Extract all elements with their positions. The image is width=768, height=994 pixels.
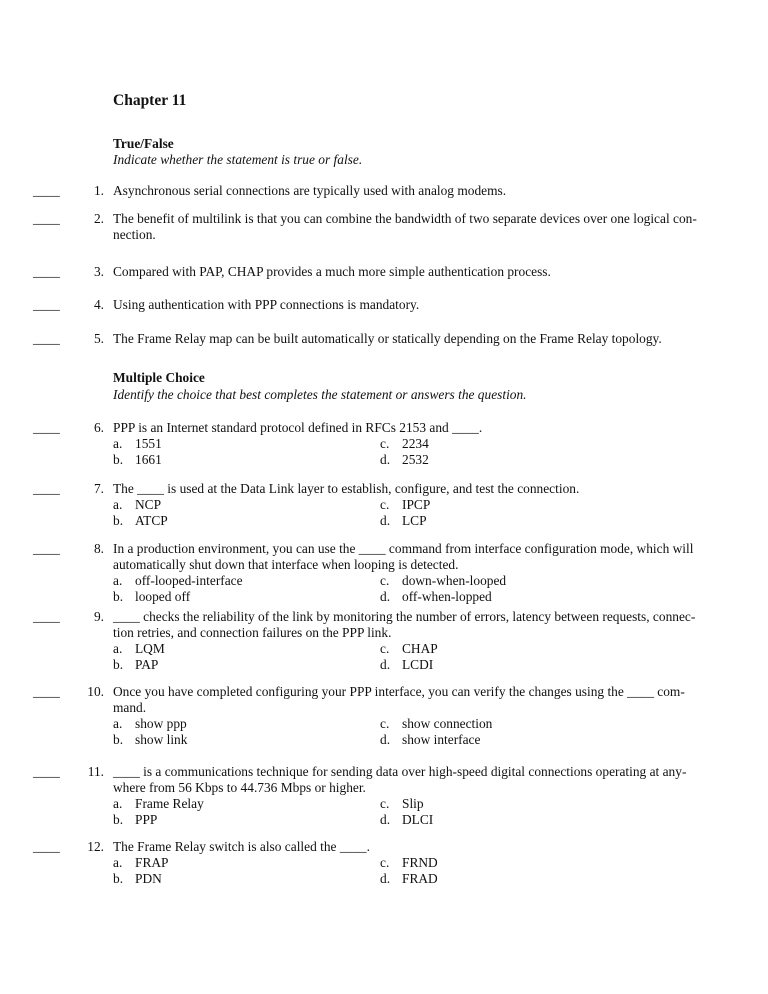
question-text-line: The Frame Relay map can be built automatically or statically depending on the Frame Relay topology. <box>113 331 662 346</box>
option-letter: c. <box>380 497 390 512</box>
answer-option <box>380 573 506 589</box>
option-letter: a. <box>113 796 123 811</box>
answer-option <box>380 716 492 732</box>
question-text-line: The Frame Relay switch is also called the ____. <box>113 839 370 854</box>
question-text-line: mand. <box>113 700 147 715</box>
option-text: LCDI <box>402 657 434 672</box>
option-text: IPCP <box>402 497 431 512</box>
question-text <box>113 541 723 573</box>
chapter-title: Chapter 11 <box>113 92 187 109</box>
option-text: 1551 <box>135 436 162 451</box>
multiple-choice-heading: Multiple Choice <box>113 370 205 385</box>
option-text: show interface <box>402 732 481 747</box>
answer-option <box>380 812 433 828</box>
option-letter: d. <box>380 657 391 672</box>
question-number: 9. <box>93 609 104 624</box>
answer-option <box>380 513 427 529</box>
option-text: PDN <box>135 871 162 886</box>
answer-option <box>380 855 438 871</box>
question-text <box>113 420 723 436</box>
answer-option <box>380 796 424 812</box>
answer-option <box>113 436 162 452</box>
answer-option <box>380 589 492 605</box>
option-text: FRAP <box>135 855 169 870</box>
answer-option <box>113 732 187 748</box>
answer-option <box>113 855 169 871</box>
answer-option <box>113 589 190 605</box>
option-letter: d. <box>380 513 391 528</box>
question-text-line: where from 56 Kbps to 44.736 Mbps or higher. <box>113 780 366 795</box>
option-letter: d. <box>380 452 391 467</box>
option-text: 2532 <box>402 452 429 467</box>
question-number: 11. <box>87 764 104 779</box>
option-text: NCP <box>135 497 162 512</box>
option-text: show ppp <box>135 716 187 731</box>
answer-option <box>380 497 430 513</box>
question-text-line: tion retries, and connection failures on the PPP link. <box>113 625 392 640</box>
question-text-line: ____ is a communications technique for sending data over high-speed digital connections operating at any- <box>113 764 687 779</box>
question-number: 3. <box>93 264 104 279</box>
option-text: ATCP <box>135 513 168 528</box>
option-letter: d. <box>380 812 391 827</box>
option-text: off-looped-interface <box>135 573 243 588</box>
question-text <box>113 297 723 313</box>
option-letter: c. <box>380 716 390 731</box>
question-text-line: Using authentication with PPP connections is mandatory. <box>113 297 420 312</box>
option-letter: a. <box>113 716 123 731</box>
option-letter: b. <box>113 513 124 528</box>
option-letter: a. <box>113 573 123 588</box>
answer-option <box>113 497 161 513</box>
answer-blank[interactable]: ____ <box>33 764 60 779</box>
question-text <box>113 211 723 243</box>
option-letter: a. <box>113 855 123 870</box>
true-false-heading: True/False <box>113 136 174 151</box>
answer-option <box>113 812 157 828</box>
question-text-line: Compared with PAP, CHAP provides a much more simple authentication process. <box>113 264 551 279</box>
question-text <box>113 183 723 199</box>
option-text: 2234 <box>402 436 429 451</box>
answer-blank[interactable]: ____ <box>33 609 60 624</box>
multiple-choice-instructions: Identify the choice that best completes the statement or answers the question. <box>113 387 527 402</box>
option-letter: c. <box>380 641 390 656</box>
option-letter: a. <box>113 641 123 656</box>
question-text <box>113 839 723 855</box>
question-text <box>113 764 723 796</box>
answer-blank[interactable]: ____ <box>33 420 60 435</box>
answer-option <box>113 657 158 673</box>
question-number: 7. <box>93 481 104 496</box>
question-text <box>113 609 723 641</box>
answer-blank[interactable]: ____ <box>33 481 60 496</box>
question-text-line: The benefit of multilink is that you can combine the bandwidth of two separate devices over one logical con- <box>113 211 697 226</box>
answer-blank[interactable]: ____ <box>33 331 60 346</box>
option-text: LQM <box>135 641 165 656</box>
question-text-line: The ____ is used at the Data Link layer to establish, configure, and test the connection. <box>113 481 580 496</box>
question-text-line: In a production environment, you can use the ____ command from interface configuration mode, which will <box>113 541 694 556</box>
question-text-line: Asynchronous serial connections are typically used with analog modems. <box>113 183 507 198</box>
question-text-line: ____ checks the reliability of the link by monitoring the number of errors, latency between requests, connec- <box>113 609 696 624</box>
answer-option <box>380 641 438 657</box>
question-number: 4. <box>93 297 104 312</box>
option-text: PPP <box>135 812 158 827</box>
answer-option <box>380 732 480 748</box>
true-false-instructions: Indicate whether the statement is true or false. <box>113 152 363 167</box>
question-number: 1. <box>93 183 104 198</box>
question-text <box>113 481 723 497</box>
option-text: FRND <box>402 855 438 870</box>
question-number: 8. <box>93 541 104 556</box>
question-text <box>113 331 723 347</box>
answer-blank[interactable]: ____ <box>33 684 60 699</box>
option-letter: b. <box>113 732 124 747</box>
option-letter: d. <box>380 871 391 886</box>
option-text: off-when-lopped <box>402 589 492 604</box>
question-text-line: Once you have completed configuring your PPP interface, you can verify the changes using the ____ com- <box>113 684 685 699</box>
option-letter: c. <box>380 796 390 811</box>
question-number: 10. <box>87 684 104 699</box>
question-number: 6. <box>93 420 104 435</box>
answer-blank[interactable]: ____ <box>33 297 60 312</box>
option-text: show link <box>135 732 188 747</box>
option-letter: b. <box>113 871 124 886</box>
question-text <box>113 684 723 716</box>
option-letter: a. <box>113 436 123 451</box>
option-letter: c. <box>380 855 390 870</box>
option-letter: d. <box>380 589 391 604</box>
answer-option <box>113 452 162 468</box>
question-text-line: automatically shut down that interface when looping is detected. <box>113 557 459 572</box>
answer-blank[interactable]: ____ <box>33 839 60 854</box>
answer-option <box>380 657 433 673</box>
option-letter: b. <box>113 452 124 467</box>
option-text: PAP <box>135 657 159 672</box>
option-text: 1661 <box>135 452 162 467</box>
option-text: Frame Relay <box>135 796 204 811</box>
question-number: 5. <box>93 331 104 346</box>
option-letter: c. <box>380 436 390 451</box>
answer-option <box>113 641 165 657</box>
question-number: 2. <box>93 211 104 226</box>
option-letter: c. <box>380 573 390 588</box>
answer-blank[interactable]: ____ <box>33 541 60 556</box>
option-text: looped off <box>135 589 191 604</box>
option-letter: b. <box>113 657 124 672</box>
answer-option <box>113 716 187 732</box>
option-letter: b. <box>113 589 124 604</box>
option-text: DLCI <box>402 812 434 827</box>
answer-option <box>380 436 429 452</box>
question-text-line: PPP is an Internet standard protocol defined in RFCs 2153 and ____. <box>113 420 483 435</box>
option-text: LCP <box>402 513 427 528</box>
question-text <box>113 264 723 280</box>
answer-blank[interactable]: ____ <box>33 264 60 279</box>
option-text: Slip <box>402 796 424 811</box>
answer-blank[interactable]: ____ <box>33 183 60 198</box>
answer-option <box>113 573 243 589</box>
answer-option <box>113 513 168 529</box>
option-text: show connection <box>402 716 493 731</box>
option-text: CHAP <box>402 641 438 656</box>
option-letter: a. <box>113 497 123 512</box>
option-letter: d. <box>380 732 391 747</box>
answer-option <box>113 871 162 887</box>
answer-option <box>113 796 204 812</box>
answer-blank[interactable]: ____ <box>33 211 60 226</box>
option-letter: b. <box>113 812 124 827</box>
option-text: down-when-looped <box>402 573 507 588</box>
question-number: 12. <box>87 839 104 854</box>
answer-option <box>380 871 438 887</box>
option-text: FRAD <box>402 871 438 886</box>
question-text-line: nection. <box>113 227 156 242</box>
answer-option <box>380 452 429 468</box>
